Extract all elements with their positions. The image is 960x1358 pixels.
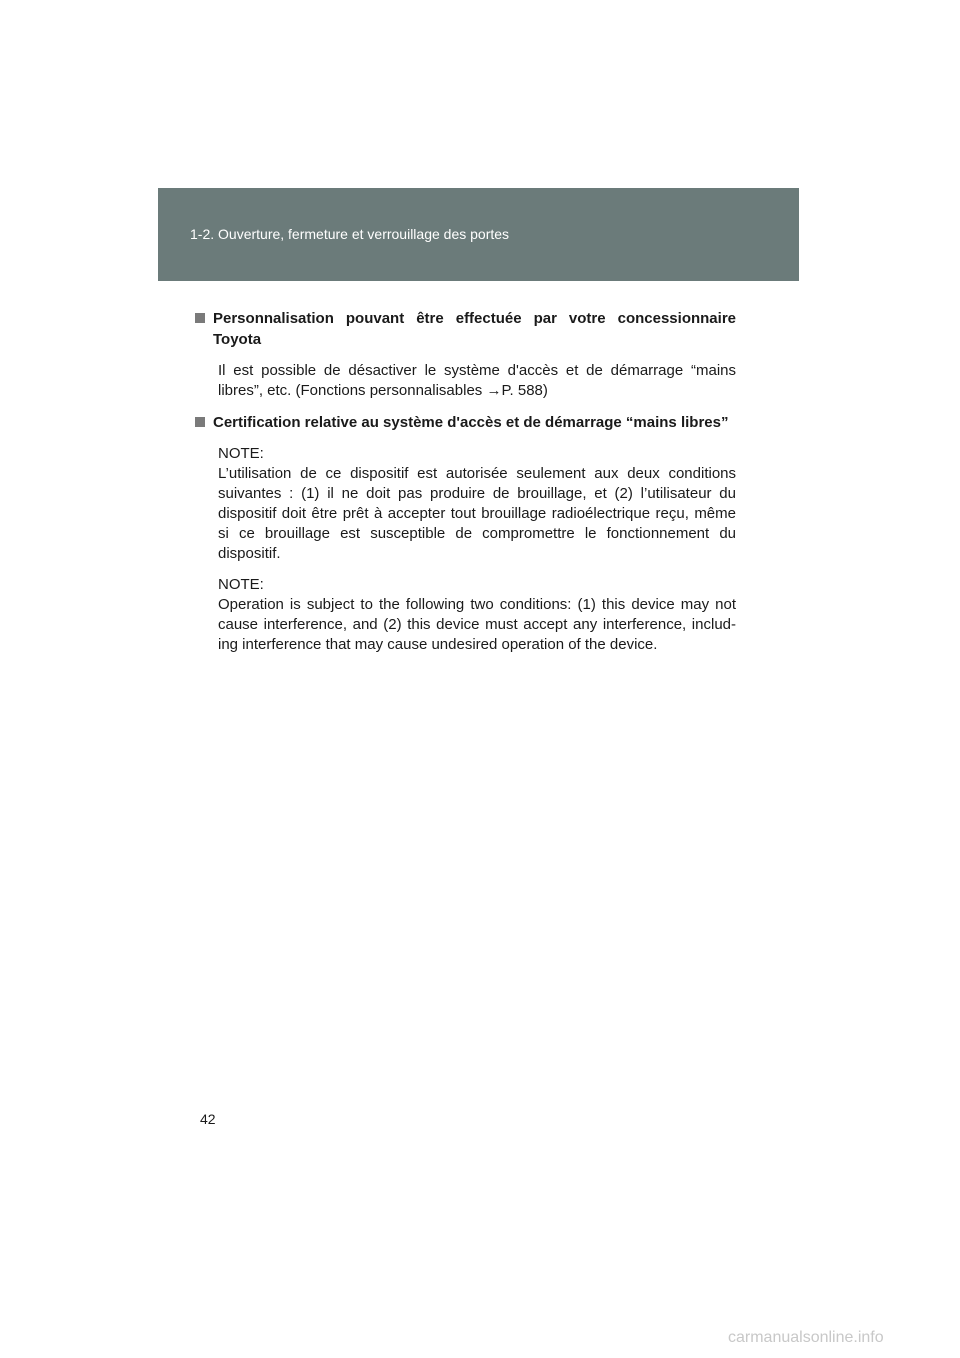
section-heading-text: Personnalisation pouvant être effectuée par votre concessionnaire Toyota	[213, 310, 736, 348]
page-number: 42	[200, 1111, 216, 1127]
chapter-title: 1-2. Ouverture, fermeture et verrouillage des portes	[190, 226, 510, 242]
section-heading-text: Certification relative au système d'accès et de démarrage “mains libres”	[213, 414, 729, 431]
section-certification	[195, 412, 736, 655]
chapter-header-bar	[158, 188, 799, 281]
section-heading	[195, 308, 736, 350]
note-french	[195, 444, 736, 564]
note-text: Operation is subject to the following two conditions: (1) this device may not cause interference, and (2) this device must accept any interference, includ-ing interference that may cause undesired operation of the device.	[218, 596, 736, 653]
section-heading	[195, 412, 736, 433]
note-label: NOTE:	[218, 576, 264, 593]
note-text: L’utilisation de ce dispositif est autorisée seulement aux deux conditions suivantes : (1) il ne doit pas produire de brouillage, et (2) l’utilisateur du dispositif doit être prêt à accepter tout brouillage radioélectrique reçu, même si ce brouillage est susceptible de compromettre le fonctionnement du dispositif.	[218, 465, 736, 562]
note-paragraph	[195, 444, 736, 564]
note-label: NOTE:	[218, 445, 264, 462]
note-paragraph	[195, 575, 736, 655]
page-content	[195, 308, 736, 655]
watermark-text: carmanualsonline.info	[728, 1329, 884, 1346]
square-bullet-icon	[195, 417, 205, 427]
section-body: Il est possible de désactiver le système d'accès et de démarrage “mains libres”, etc. (Fonctions personnalisables →P. 588)	[218, 362, 736, 399]
section-customization	[195, 308, 736, 401]
note-english	[195, 575, 736, 655]
square-bullet-icon	[195, 313, 205, 323]
